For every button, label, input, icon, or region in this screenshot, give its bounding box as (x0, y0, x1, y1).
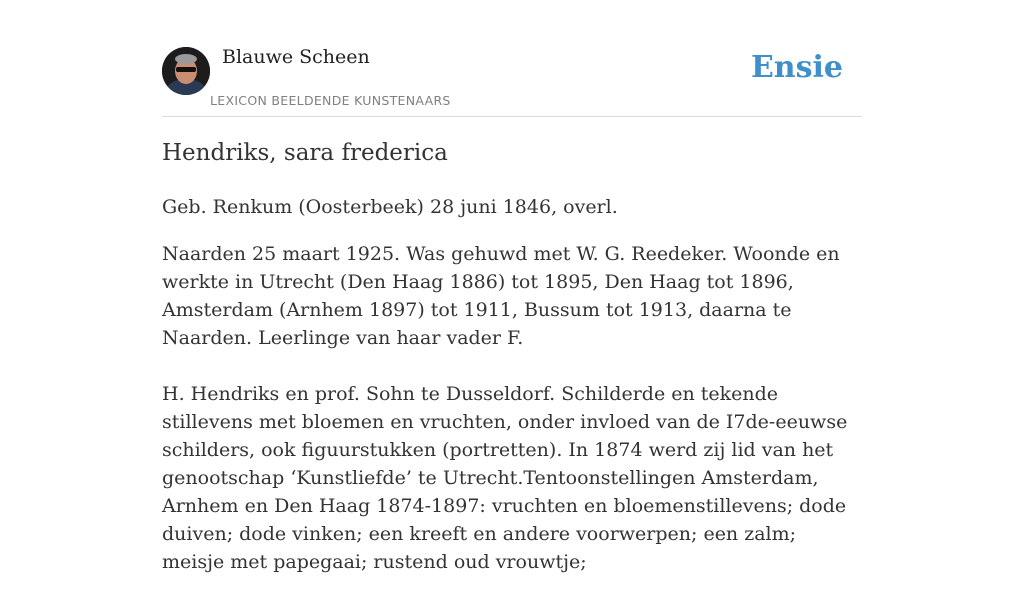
entry-title: Hendriks, sara frederica (162, 140, 448, 166)
entry-body (162, 193, 862, 595)
author-name[interactable]: Blauwe Scheen (222, 46, 370, 68)
body-paragraph: H. Hendriks en prof. Sohn te Dusseldorf. Schilderde en tekende stillevens met bloemen en vruchten, onder invloed van de I7de-eeuwse schilders, ook figuurstukken (portretten). In 1874 werd zij lid van het genootschap ‘Kunstliefde’ te Utrecht.Tentoonstellingen Amsterdam, Arnhem en Den Haag 1874-1897: vruchten en bloemenstillevens; dode duiven; dode vinken; een kreeft en andere voorwerpen; een zalm; meisje met papegaai; rustend oud vrouwtje; (162, 383, 848, 573)
brand-logo-link[interactable]: Ensie (750, 50, 843, 85)
category-label[interactable]: LEXICON BEELDENDE KUNSTENAARS (210, 93, 451, 108)
entry-card (162, 0, 862, 573)
entry-header (162, 0, 862, 117)
avatar[interactable] (162, 47, 210, 95)
body-paragraph: Naarden 25 maart 1925. Was gehuwd met W. G. Reedeker. Woonde en werkte in Utrecht (Den Haag 1886) tot 1895, Den Haag tot 1896, Amsterdam (Arnhem 1897) tot 1911, Bussum tot 1913, daarna te Naarden. Leerlinge van haar vader F. (162, 243, 840, 349)
body-paragraph: Geb. Renkum (Oosterbeek) 28 juni 1846, overl. (162, 196, 618, 218)
avatar-portrait-icon (162, 47, 210, 95)
